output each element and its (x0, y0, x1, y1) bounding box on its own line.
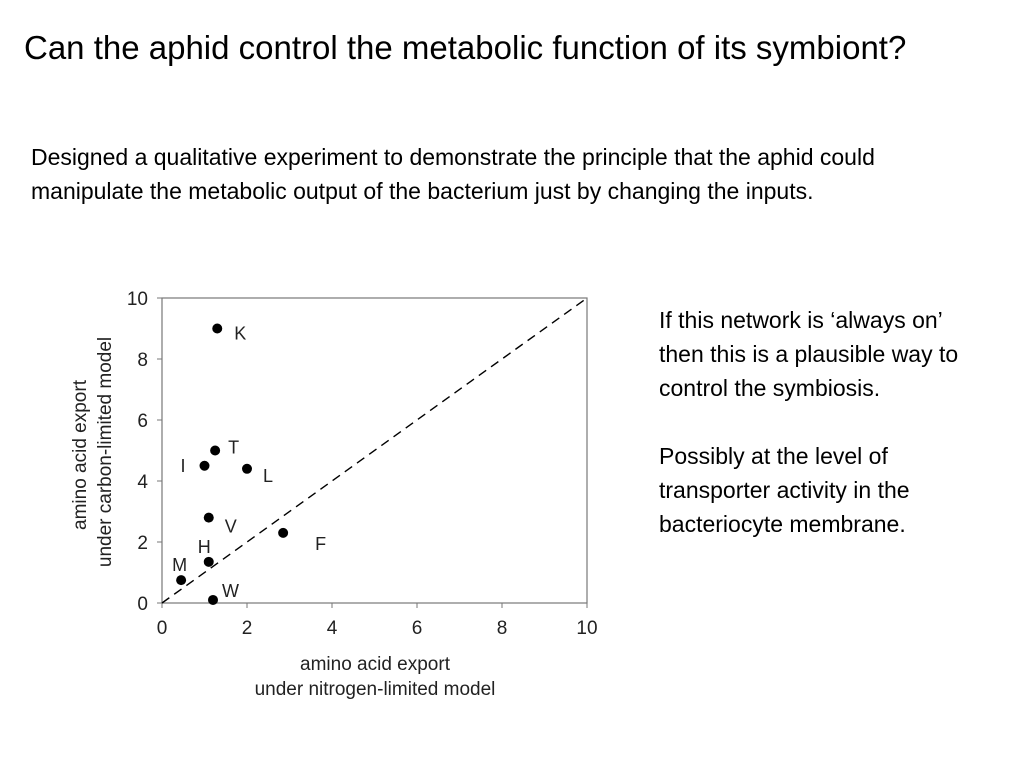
y-tick-label: 8 (137, 350, 148, 371)
x-tick-label: 4 (326, 618, 338, 639)
y-tick-label: 6 (137, 411, 148, 432)
data-point-h (204, 557, 214, 567)
data-point-l (242, 464, 252, 474)
x-tick-label: 10 (576, 618, 598, 639)
dashed-diagonal (162, 298, 587, 603)
point-label-m: M (172, 555, 188, 576)
point-label-i: I (180, 455, 186, 476)
y-tick-label: 2 (137, 533, 148, 554)
y-tick-label: 0 (137, 594, 148, 615)
point-label-h: H (197, 536, 211, 557)
data-point-f (278, 528, 288, 538)
data-point-i (200, 461, 210, 471)
data-points (172, 324, 326, 605)
data-point-k (212, 324, 222, 334)
y-tick-label: 4 (137, 472, 148, 493)
point-label-w: W (222, 580, 239, 601)
x-axis-title-line2: under nitrogen-limited model (254, 679, 496, 700)
y-axis-title-line2: under carbon-limited model (95, 336, 116, 568)
tick-labels (127, 289, 598, 639)
x-tick-label: 8 (496, 618, 508, 639)
point-label-v: V (224, 516, 237, 537)
y-axis-title-line1: amino acid export (70, 380, 91, 530)
diagonal-reference-line (162, 298, 587, 603)
x-tick-label: 2 (241, 618, 253, 639)
point-label-k: K (234, 323, 247, 344)
side-notes (659, 303, 959, 575)
side-note-2: Possibly at the level of transporter activity in the bacteriocyte membrane. (659, 443, 910, 537)
axis-titles (70, 337, 495, 700)
point-label-t: T (228, 437, 240, 458)
slide-title: Can the aphid control the metabolic function of its symbiont? (24, 29, 907, 66)
intro-paragraph: Designed a qualitative experiment to demonstrate the principle that the aphid could manipulate the metabolic output of the bacterium just by changing the inputs. (31, 144, 875, 204)
data-point-t (210, 446, 220, 456)
data-point-w (208, 595, 218, 605)
data-point-v (204, 513, 214, 523)
point-label-f: F (315, 533, 327, 554)
data-point-m (176, 575, 186, 585)
x-axis-title-line1: amino acid export (300, 654, 450, 675)
x-tick-label: 0 (156, 618, 168, 639)
side-note-1: If this network is ‘always on’ then this is a plausible way to control the symbiosis. (659, 307, 959, 401)
y-tick-label: 10 (126, 289, 148, 310)
x-tick-label: 6 (411, 618, 423, 639)
point-label-l: L (263, 465, 274, 486)
